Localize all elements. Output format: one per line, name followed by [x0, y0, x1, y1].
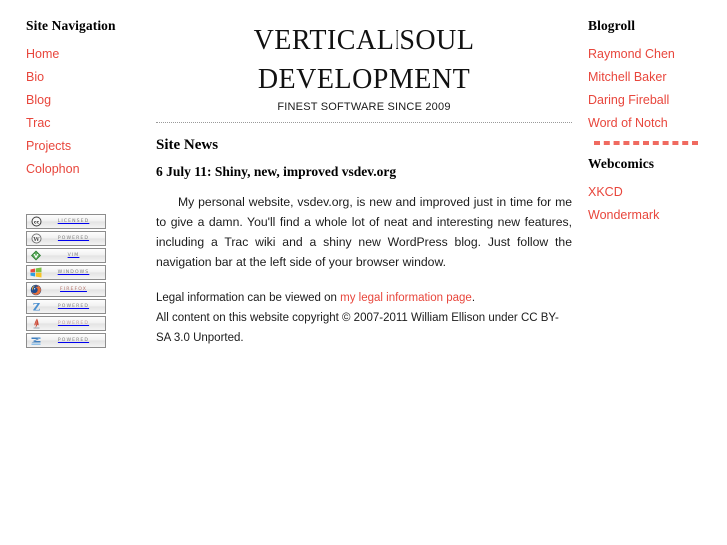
copyright-notice: All content on this website copyright © 2007-2011 William Ellison under CC BY-SA 3.0 Unported.: [156, 312, 559, 344]
legal-line: [156, 288, 572, 308]
apache-feather-icon: [28, 317, 44, 330]
list-item: [26, 140, 146, 153]
firefox-icon: [28, 283, 44, 296]
badge-label: FIREFOX: [60, 287, 87, 292]
right-sidebar: [588, 18, 712, 232]
sidebar-item-projects[interactable]: Projects: [26, 139, 72, 153]
site-title-separator: I: [396, 25, 400, 56]
badge-zend[interactable]: [26, 333, 106, 348]
badge-windows[interactable]: [26, 265, 106, 280]
zope-icon: [28, 300, 44, 313]
svg-text:cc: cc: [33, 220, 39, 226]
list-item: [588, 94, 712, 107]
sidebar-item-colophon[interactable]: Colophon: [26, 162, 80, 176]
list-item: [588, 209, 712, 222]
badge-label: WINDOWS: [57, 270, 90, 275]
list-item: [588, 48, 712, 61]
badge-label: VIM: [67, 253, 80, 258]
webcomics-item-wondermark[interactable]: Wondermark: [588, 208, 660, 222]
badge-label: POWERED: [57, 321, 90, 326]
blogroll-item-mitchell-baker[interactable]: Mitchell Baker: [588, 70, 667, 84]
webcomics-heading: Webcomics: [588, 156, 655, 171]
site-navigation-list: [26, 48, 146, 176]
blogroll-list: [588, 48, 712, 130]
header-divider: [156, 122, 572, 123]
webcomics-list: [588, 186, 712, 222]
list-item: [588, 117, 712, 130]
page-title: Site News: [156, 137, 219, 153]
post-body: My personal website, vsdev.org, is new and improved just in time for me to give a damn. You'll find a whole lot of neat and interesting new features, including a Trac wiki and a shiny new WordPress blog. Just follow the navigation bar at the left side of your browser window.: [156, 195, 572, 269]
list-item: [26, 117, 146, 130]
sidebar-item-blog[interactable]: Blog: [26, 93, 52, 107]
badge-label: POWERED: [57, 236, 90, 241]
site-title-part1: VERTICAL: [253, 25, 395, 56]
sidebar-item-home[interactable]: Home: [26, 47, 60, 61]
badge-creative-commons[interactable]: [26, 214, 106, 229]
badge-label: LICENSED: [57, 219, 90, 224]
list-item: [26, 48, 146, 61]
list-item: [588, 186, 712, 199]
legal-suffix: .: [471, 292, 476, 304]
badge-wordpress[interactable]: [26, 231, 106, 246]
windows-icon: [28, 266, 44, 279]
post-title: 6 July 11: Shiny, new, improved vsdev.org: [156, 164, 397, 179]
site-navigation-heading: Site Navigation: [26, 18, 116, 33]
badge-label: POWERED: [57, 304, 90, 309]
svg-text:W: W: [32, 236, 40, 243]
badge-label: POWERED: [57, 338, 90, 343]
list-item: [26, 163, 146, 176]
legal-prefix: Legal information can be viewed on: [156, 292, 341, 304]
legal-information-link[interactable]: my legal information page: [340, 292, 472, 304]
badge-vim[interactable]: [26, 248, 106, 263]
creative-commons-icon: [28, 215, 44, 228]
list-item: [26, 94, 146, 107]
svg-text:Z: Z: [32, 302, 40, 313]
left-sidebar: [26, 18, 146, 350]
badge-zope[interactable]: [26, 299, 106, 314]
zend-icon: [28, 334, 44, 347]
list-item: [588, 71, 712, 84]
vim-icon: [28, 249, 44, 262]
main-column: [156, 18, 572, 348]
masthead: [156, 25, 572, 113]
sidebar-item-trac[interactable]: Trac: [26, 116, 51, 130]
badge-list: [26, 214, 108, 348]
blogroll-item-raymond-chen[interactable]: Raymond Chen: [588, 47, 675, 61]
badge-firefox[interactable]: [26, 282, 106, 297]
site-title-line1: [156, 25, 572, 57]
sidebar-divider: [594, 141, 698, 145]
webcomics-item-xkcd[interactable]: XKCD: [588, 185, 623, 199]
badge-apache[interactable]: [26, 316, 106, 331]
blogroll-heading: Blogroll: [588, 18, 636, 33]
site-title-line2: DEVELOPMENT: [257, 64, 471, 95]
blogroll-item-word-of-notch[interactable]: Word of Notch: [588, 116, 668, 130]
sidebar-item-bio[interactable]: Bio: [26, 70, 45, 84]
list-item: [26, 71, 146, 84]
site-tagline: FINEST SOFTWARE SINCE 2009: [277, 101, 451, 113]
site-title-part2: SOUL: [399, 25, 475, 56]
blogroll-item-daring-fireball[interactable]: Daring Fireball: [588, 93, 670, 107]
wordpress-icon: [28, 232, 44, 245]
